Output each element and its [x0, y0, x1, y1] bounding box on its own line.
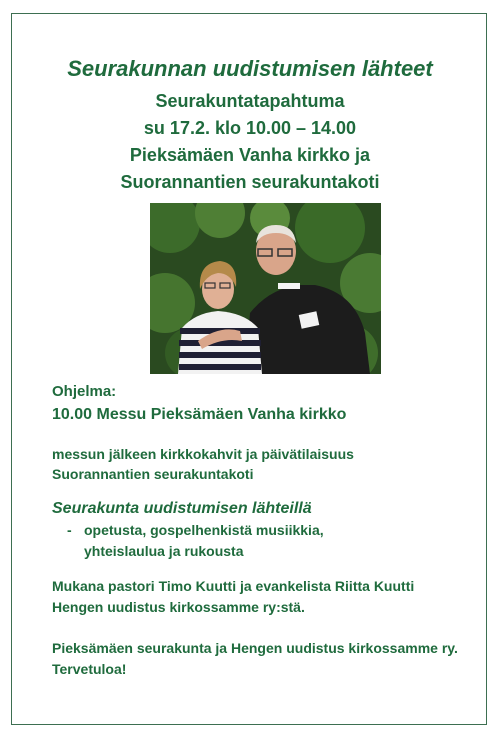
- event-subtitle: Seurakuntatapahtuma: [155, 91, 345, 111]
- welcome-text: Tervetuloa!: [52, 661, 127, 677]
- after-line-2: Suorannantien seurakuntakoti: [52, 466, 254, 482]
- theme-dash: -: [67, 522, 72, 538]
- after-line-1: messun jälkeen kirkkokahvit ja päivätilaisuus: [52, 446, 354, 462]
- theme-heading: Seurakunta uudistumisen lähteillä: [52, 500, 312, 517]
- page-title: Seurakunnan uudistumisen lähteet: [67, 56, 433, 81]
- event-date: su 17.2. klo 10.00 – 14.00: [143, 118, 357, 138]
- couple-photo: [150, 203, 381, 374]
- guests-line-1: Mukana pastori Timo Kuutti ja evankelista Riitta Kuutti: [52, 578, 415, 594]
- location-line-1: Pieksämäen Vanha kirkko ja: [129, 145, 371, 165]
- location-line-2: Suorannantien seurakuntakoti: [120, 172, 380, 192]
- theme-line-2: yhteislaulua ja rukousta: [84, 543, 244, 559]
- program-mass: 10.00 Messu Pieksämäen Vanha kirkko: [52, 406, 347, 423]
- theme-line-1: opetusta, gospelhenkistä musiikkia,: [84, 522, 324, 538]
- guests-line-2: Hengen uudistus kirkossamme ry:stä.: [52, 599, 305, 615]
- program-heading: Ohjelma:: [52, 383, 117, 400]
- organizers-line-1: Pieksämäen seurakunta ja Hengen uudistus kirkossamme ry.: [52, 640, 458, 656]
